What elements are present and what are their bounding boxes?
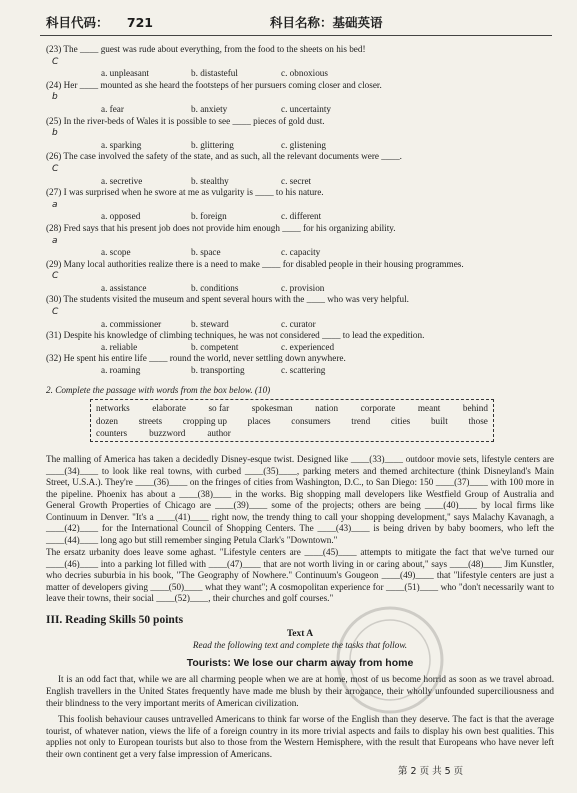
- subject-name: 科目名称：基础英语: [270, 15, 383, 30]
- text-instruction: Read the following text and complete the tasks that follow.: [192, 640, 408, 651]
- word-box-word: spokesman: [251, 403, 293, 414]
- word-box-word: so far: [208, 403, 230, 414]
- question-stem: (24) Her ____ mounted as she heard the footsteps of her pursuers coming closer and closer.: [46, 79, 382, 90]
- word-box-word: dozen: [96, 415, 118, 426]
- question-stem: (29) Many local authorities realize there is a need to make ____ for disabled people in their housing programmes.: [46, 258, 464, 269]
- question-stem: (30) The students visited the museum and spent several hours with the ____ who was very helpful.: [46, 294, 409, 305]
- word-box-word: places: [247, 415, 271, 426]
- cloze-passage: [46, 454, 554, 605]
- article-paragraph: It is an odd fact that, while we are all charming people when we are at home, most of us become horrid as soon as we travel abroad. English travellers in the United States frequently have made me blush by their arrogance, their wholly unfounded superciliousness and their blindness to the very important merits of American civilization.: [46, 674, 554, 708]
- option-b: b. competent: [191, 341, 239, 352]
- option-c: c. experienced: [281, 341, 335, 352]
- option-a: a. opposed: [101, 211, 141, 222]
- option-a: a. assistance: [101, 282, 147, 293]
- option-c: c. scattering: [281, 365, 326, 376]
- option-b: b. distasteful: [191, 68, 238, 79]
- question-options: [101, 342, 554, 354]
- option-a: a. sparking: [101, 139, 142, 150]
- question-stem: (32) He spent his entire life ____ round the world, never settling down anywhere.: [46, 353, 346, 364]
- option-c: c. uncertainty: [281, 103, 331, 114]
- question-options: [101, 140, 554, 152]
- option-c: c. different: [281, 211, 322, 222]
- subject-code-label: 科目代码：: [46, 15, 109, 30]
- option-a: a. reliable: [101, 341, 138, 352]
- question-options: [101, 104, 554, 116]
- vocab-question: [46, 259, 554, 295]
- option-b: b. conditions: [191, 282, 239, 293]
- section3-title: III. Reading Skills 50 points: [46, 613, 184, 626]
- question-options: [101, 365, 554, 377]
- option-a: a. commissioner: [101, 318, 162, 329]
- question-options: [101, 68, 554, 80]
- vocab-question: [46, 116, 554, 152]
- handwritten-answer: b: [52, 128, 58, 139]
- word-box-word: buzzword: [149, 428, 186, 439]
- word-box-word: networks: [96, 403, 130, 414]
- option-b: b. anxiety: [191, 103, 228, 114]
- option-a: a. roaming: [101, 365, 141, 376]
- option-c: c. curator: [281, 318, 316, 329]
- question-stem: (28) Fred says that his present job does not provide him enough ____ for his organizing ability.: [46, 222, 396, 233]
- question-options: [101, 211, 554, 223]
- handwritten-answer: C: [52, 56, 59, 67]
- option-c: c. secret: [281, 175, 312, 186]
- option-b: b. space: [191, 247, 221, 258]
- option-b: b. foreign: [191, 211, 227, 222]
- question-stem: (27) I was surprised when he swore at me as vulgarity is ____ to his nature.: [46, 187, 324, 198]
- passage-paragraph: The ersatz urbanity does leave some aghast. "Lifestyle centers are ____(45)____ attempts to mitigate the fact that we've turned our ____(46)____ into a parking lot filled with ____(47)____ that are not worth living in or caring about," says ____(48)____ Jim Kunstler, who decries suburbia in his book, "The Geography of Nowhere." Continuum's Gougeon ____(49)____ that "lifestyle centers are just a matter of developers giving ____(50)____ what they want"; A cosmopolitan experience for ____(51)____ who "don't necessarily want to leave their towns, their social ____(52)____, their churches and golf courses.": [46, 547, 554, 604]
- handwritten-answer: a: [52, 235, 58, 246]
- text-label: Text A: [286, 628, 314, 639]
- option-c: c. provision: [281, 282, 325, 293]
- word-box-row: [96, 402, 488, 414]
- word-box-word: nation: [315, 403, 339, 414]
- word-box-word: those: [468, 415, 488, 426]
- question-stem: (31) Despite his knowledge of climbing techniques, he was not considered ____ to lead the expedition.: [46, 330, 425, 341]
- vocab-question: [46, 353, 554, 376]
- word-box-word: cities: [390, 415, 411, 426]
- word-box-word: trend: [351, 415, 371, 426]
- option-b: b. stealthy: [191, 175, 229, 186]
- passage-paragraph: The malling of America has taken a decidedly Disney-esque twist. Designed like ____(33)____ outdoor movie sets, lifestyle centers are ____(34)____ to look like real towns, with curbed ____(35)____, parking meters and themed architecture (think Disneyland's Main Street, U.S.A.). They're ____(36)____ on the fringes of cities from Washington, D.C., to San Diego: 150 ____(37)____ with 100 more in the pipeline. Phoenix has about a ____(38)____ in the works. Big shopping mall developers like Westfield Group of Australia and General Growth Properties of Chicago are ____(39)____ some of the projects; others are being ____(40)____ by local firms like Continuum in Denver. "It's a ____(41)____ right now, the trendy thing to call your shopping development," says Malachy Kavanagh, a ____(42)____ for the International Council of Shopping Centers. The ____(43)____ is being driven by baby boomers, who left the ____(44)____ long ago but still remember singing Petula Clark's "Downtown.": [46, 454, 554, 545]
- question-options: [101, 283, 554, 295]
- word-box-word: cropping up: [182, 415, 227, 426]
- vocab-question: [46, 187, 554, 223]
- handwritten-answer: a: [52, 199, 58, 210]
- option-c: c. obnoxious: [281, 68, 328, 79]
- section2-title: 2. Complete the passage with words from the box below. (10): [46, 384, 271, 395]
- option-a: a. scope: [101, 247, 131, 258]
- question-options: [101, 176, 554, 188]
- question-options: [101, 319, 554, 331]
- question-stem: (23) The ____ guest was rude about everything, from the food to the sheets on his bed!: [46, 44, 366, 54]
- word-box-word: author: [207, 428, 231, 439]
- option-b: b. transporting: [191, 365, 245, 376]
- vocab-question: [46, 151, 554, 187]
- word-box-word: counters: [96, 428, 128, 439]
- word-box-word: elaborate: [152, 403, 186, 414]
- option-a: a. unpleasant: [101, 68, 149, 79]
- article-body: [46, 674, 554, 760]
- word-box-row: [96, 415, 488, 427]
- header-rule: [40, 35, 552, 36]
- option-a: a. secretive: [101, 175, 143, 186]
- article-title: Tourists: We lose our charm away from home: [186, 656, 414, 669]
- vocab-question: [46, 223, 554, 259]
- page-footer: 第 2 页 共 5 页: [398, 766, 464, 777]
- vocab-question: [46, 330, 554, 353]
- option-a: a. fear: [101, 103, 124, 114]
- subject-code: [46, 13, 153, 31]
- word-box: [90, 399, 494, 442]
- exam-content: [46, 44, 554, 760]
- page-header: [0, 0, 577, 34]
- option-c: c. capacity: [281, 247, 321, 258]
- vocab-question: [46, 44, 554, 80]
- word-box-word: streets: [138, 415, 163, 426]
- question-options: [101, 247, 554, 259]
- word-box-row: [96, 427, 488, 439]
- word-box-word: meant: [417, 403, 441, 414]
- word-box-word: built: [430, 415, 448, 426]
- question-stem: (25) In the river-beds of Wales it is possible to see ____ pieces of gold dust.: [46, 115, 325, 126]
- stamp-watermark: [330, 600, 450, 720]
- option-b: b. glittering: [191, 139, 234, 150]
- article-paragraph: This foolish behaviour causes untravelled Americans to think far worse of the English than they deserve. The fact is that the average tourist, of whatever nation, views the life of a foreign country in its more trivial aspects and fails to display his own best qualities. This applies not only to European tourists but also to those from the Western Hemisphere, with the result that Europeans who have never left their own continent get a very false impression of Americans.: [46, 714, 554, 759]
- word-box-word: consumers: [291, 415, 331, 426]
- vocab-question: [46, 294, 554, 330]
- word-box-word: behind: [462, 403, 488, 414]
- handwritten-answer: b: [52, 92, 58, 103]
- question-stem: (26) The case involved the safety of the state, and as such, all the relevant documents were ____.: [46, 151, 402, 162]
- option-b: b. steward: [191, 318, 229, 329]
- handwritten-answer: C: [52, 163, 59, 174]
- handwritten-answer: C: [52, 271, 59, 282]
- option-c: c. glistening: [281, 139, 326, 150]
- vocab-questions: [46, 44, 554, 377]
- vocab-question: [46, 80, 554, 116]
- subject-code-value: 721: [126, 15, 153, 30]
- handwritten-answer: C: [52, 307, 59, 318]
- word-box-word: corporate: [360, 403, 396, 414]
